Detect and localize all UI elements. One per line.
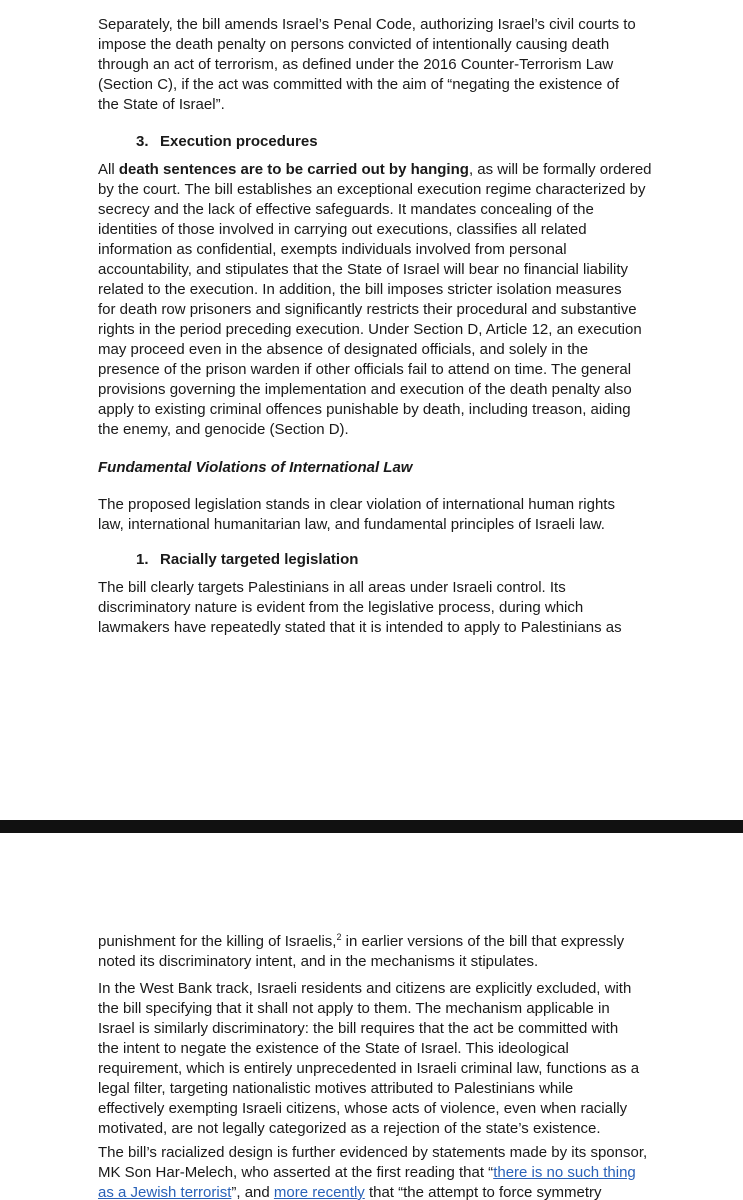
text-line: rights in the period preceding execution. Under Section D, Article 12, an execution [98, 321, 642, 338]
text-line [98, 932, 658, 952]
text-run: punishment for the killing of Israelis, [98, 933, 337, 950]
link-no-such-thing[interactable]: there is no such thing [493, 1164, 636, 1181]
text-line: provisions governing the implementation and execution of the death penalty also [98, 381, 632, 398]
text-line: the bill specifying that it shall not apply to them. The mechanism applicable in [98, 1000, 610, 1017]
section-title: Execution procedures [160, 133, 318, 150]
text-run: , as will be formally ordered [468, 161, 652, 178]
text-line: secrecy and the lack of effective safeguards. It mandates concealing of the [98, 201, 594, 218]
text-line: impose the death penalty on persons convicted of intentionally causing death [98, 36, 610, 53]
paragraph-penal-code [98, 15, 658, 115]
text-line: The proposed legislation stands in clear violation of international human rights [98, 496, 615, 513]
section-heading-racially-targeted [136, 550, 358, 570]
text-line: effectively exempting Israeli citizens, whose acts of violence, even when racially [98, 1100, 628, 1117]
text-line: the enemy, and genocide (Section D). [98, 421, 349, 438]
section-number: 1. [136, 551, 149, 568]
text-line: identities of those involved in carrying out executions, classifies all related [98, 221, 587, 238]
text-line: may proceed even in the absence of designated officials, and solely in the [98, 341, 589, 358]
text-run: in earlier versions of the bill that expressly [341, 933, 625, 950]
paragraph-violations [98, 495, 658, 535]
page-separator [0, 820, 743, 833]
text-line: the State of Israel”. [98, 96, 225, 113]
text-line [98, 1183, 658, 1200]
text-line: accountability, and stipulates that the State of Israel will bear no financial liability [98, 261, 629, 278]
text-line: the intent to negate the existence of the State of Israel. This ideological [98, 1040, 569, 1057]
text-line: In the West Bank track, Israeli residents and citizens are explicitly excluded, with [98, 980, 632, 997]
section-title: Racially targeted legislation [160, 551, 359, 568]
text-line: Israel is similarly discriminatory: the bill requires that the act be committed with [98, 1020, 619, 1037]
text-line: for death row prisoners and significantly restricts their procedural and substantive [98, 301, 637, 318]
section-number: 3. [136, 133, 149, 150]
text-line: (Section C), if the act was committed with the aim of “negating the existence of [98, 76, 620, 93]
text-line: discriminatory nature is evident from the legislative process, during which [98, 599, 584, 616]
text-line [98, 160, 658, 180]
text-line: law, international humanitarian law, and fundamental principles of Israeli law. [98, 516, 605, 533]
paragraph-execution [98, 160, 658, 440]
text-line: lawmakers have repeatedly stated that it is intended to apply to Palestinians as [98, 619, 622, 636]
paragraph-racialized-design [98, 1143, 658, 1200]
text-line: related to the execution. In addition, the bill imposes stricter isolation measures [98, 281, 622, 298]
text-run: ”, and [231, 1184, 274, 1200]
section-heading-execution-procedures [136, 132, 318, 152]
subheading-fundamental-violations: Fundamental Violations of International Law [98, 459, 413, 476]
text-run: All [98, 161, 119, 178]
text-line: presence of the prison warden if other officials fail to attend on time. The general [98, 361, 632, 378]
document-page-2 [0, 833, 743, 1200]
paragraph-west-bank-track [98, 979, 658, 1139]
text-line: The bill’s racialized design is further evidenced by statements made by its sponsor, [98, 1144, 648, 1161]
text-line: Separately, the bill amends Israel’s Penal Code, authorizing Israel’s civil courts to [98, 16, 636, 33]
text-line: motivated, are not legally categorized as a rejection of the state’s existence. [98, 1120, 601, 1137]
paragraph-targets-palestinians [98, 578, 658, 638]
text-line: information as confidential, exempts individuals involved from personal [98, 241, 567, 258]
text-line: requirement, which is entirely unprecedented in Israeli criminal law, functions as a [98, 1060, 640, 1077]
link-more-recently[interactable]: more recently [273, 1184, 365, 1200]
paragraph-continuation [98, 932, 658, 972]
text-line [98, 1163, 658, 1183]
text-line: The bill clearly targets Palestinians in all areas under Israeli control. Its [98, 579, 566, 596]
text-run: that “the attempt to force symmetry [364, 1184, 602, 1200]
text-line: through an act of terrorism, as defined under the 2016 Counter-Terrorism Law [98, 56, 614, 73]
text-line: legal filter, targeting nationalistic motives attributed to Palestinians while [98, 1080, 574, 1097]
text-line: apply to existing criminal offences punishable by death, including treason, aiding [98, 401, 631, 418]
text-line: by the court. The bill establishes an exceptional execution regime characterized by [98, 181, 646, 198]
bold-text-hanging: death sentences are to be carried out by hanging [118, 161, 469, 178]
footnote-reference[interactable]: 2 [336, 932, 342, 942]
text-line: noted its discriminatory intent, and in the mechanisms it stipulates. [98, 953, 539, 970]
link-jewish-terrorist[interactable]: as a Jewish terrorist [98, 1184, 232, 1200]
text-run: MK Son Har-Melech, who asserted at the first reading that “ [98, 1164, 494, 1181]
